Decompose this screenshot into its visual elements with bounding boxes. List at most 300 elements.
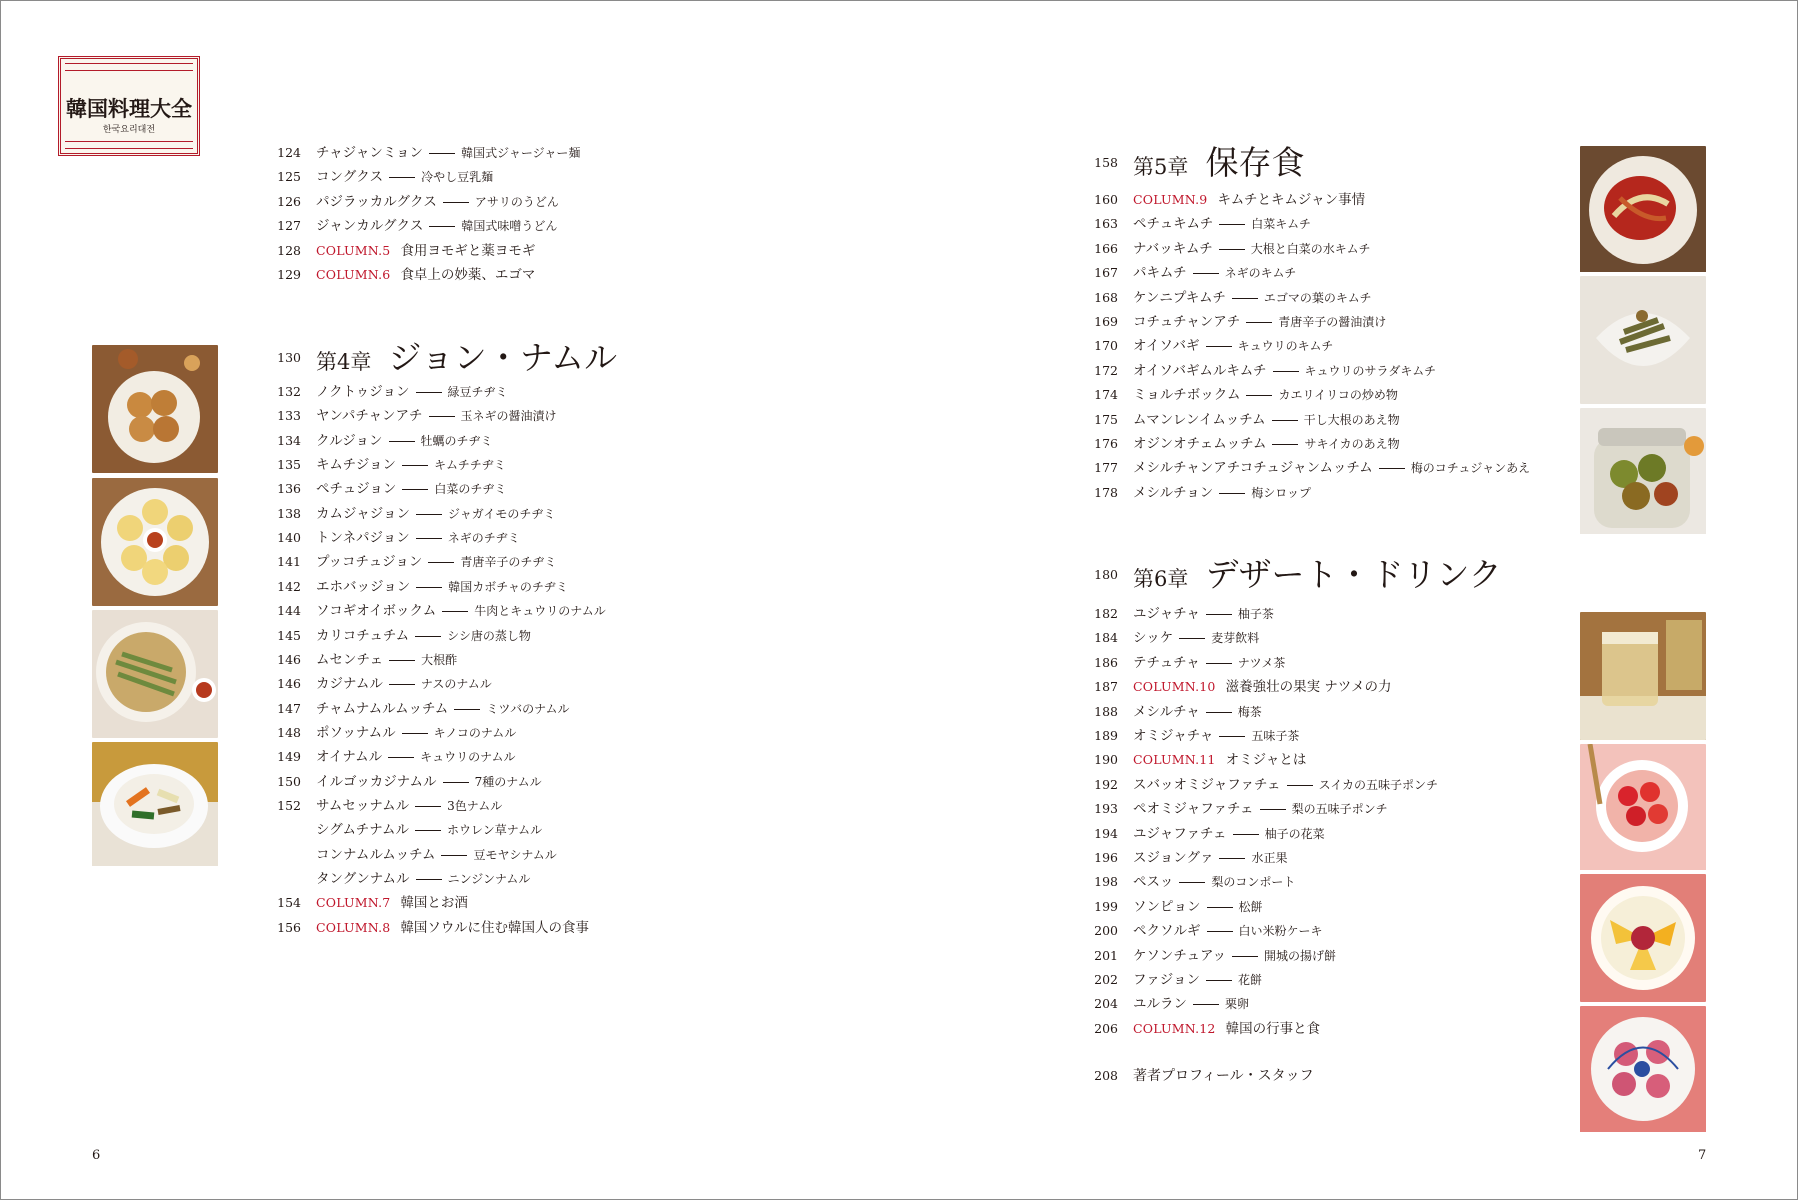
entry-page: 135 xyxy=(277,457,301,473)
entry-title: ペチュジョン xyxy=(316,481,397,498)
entry-subtitle: 牛肉とキュウリのナムル xyxy=(474,604,606,619)
entry-page: 124 xyxy=(277,145,301,160)
toc-entry[interactable] xyxy=(277,479,507,499)
dash-separator xyxy=(416,538,442,539)
dash-separator xyxy=(442,611,468,612)
entry-page: 172 xyxy=(1094,362,1118,378)
dash-separator xyxy=(1219,493,1245,494)
dash-separator xyxy=(1193,273,1219,274)
toc-entry[interactable] xyxy=(1094,677,1392,697)
entry-title: スバッオミジャファチェ xyxy=(1133,776,1281,793)
dash-separator xyxy=(389,177,415,178)
entry-title: ケソンチュアッ xyxy=(1133,947,1227,964)
entry-subtitle: 梅シロップ xyxy=(1251,485,1312,500)
entry-page: 202 xyxy=(1094,972,1118,987)
entry-subtitle: ホウレン草ナムル xyxy=(447,823,543,838)
entry-title: 食用ヨモギと薬ヨモギ xyxy=(400,242,536,259)
entry-page: 196 xyxy=(1094,850,1118,865)
entry-page: 166 xyxy=(1094,240,1118,256)
toc-entry[interactable] xyxy=(1094,653,1286,673)
entry-subtitle: キュウリのキムチ xyxy=(1237,339,1334,354)
toc-entry-final[interactable] xyxy=(1094,1066,1314,1086)
entry-title: テチュチャ xyxy=(1133,654,1200,671)
entry-subtitle: 牡蠣のチヂミ xyxy=(420,433,493,448)
toc-entry[interactable] xyxy=(277,699,570,719)
toc-entry[interactable] xyxy=(277,601,606,621)
dash-separator xyxy=(1246,395,1272,396)
entry-subtitle: 韓国カボチャのチヂミ xyxy=(448,579,568,594)
entry-page: 200 xyxy=(1094,923,1118,939)
dash-separator xyxy=(429,226,455,227)
entry-title: ミョルチボックム xyxy=(1133,387,1241,404)
entry-title: 韓国とお酒 xyxy=(400,895,468,912)
entry-title: プッコチュジョン xyxy=(316,554,423,571)
toc-entry[interactable] xyxy=(277,382,508,402)
entry-title: ヤンパチャンアチ xyxy=(316,408,423,425)
entry-title: ムマンレンイムッチム xyxy=(1133,411,1266,428)
toc-entry[interactable] xyxy=(1094,921,1323,941)
dash-separator xyxy=(1206,663,1232,664)
entry-page: 178 xyxy=(1094,484,1118,500)
toc-entry[interactable] xyxy=(277,241,536,261)
entry-title: スジョングァ xyxy=(1133,850,1214,866)
dash-separator xyxy=(416,514,442,515)
toc-entry[interactable] xyxy=(277,674,492,694)
entry-subtitle: 3色ナムル xyxy=(447,798,503,813)
entry-subtitle: ニンジンナムル xyxy=(447,872,531,886)
dash-separator xyxy=(1206,980,1232,981)
photo-potato-pancake xyxy=(92,478,218,606)
toc-entry[interactable] xyxy=(1094,848,1288,868)
dash-separator xyxy=(389,441,415,442)
dash-separator xyxy=(1273,371,1299,372)
toc-entry[interactable] xyxy=(1094,288,1372,308)
toc-entry[interactable] xyxy=(277,431,493,451)
entry-page: 149 xyxy=(277,749,301,765)
entry-subtitle: 韓国式味噌うどん xyxy=(461,219,558,234)
entry-title: 食卓上の妙薬、エゴマ xyxy=(400,267,536,283)
entry-title: オイソバギムルキムチ xyxy=(1133,362,1267,379)
column-label: COLUMN.10 xyxy=(1133,679,1216,695)
dash-separator xyxy=(1193,1004,1219,1005)
entry-subtitle: 花餅 xyxy=(1237,973,1262,987)
entry-page: 194 xyxy=(1094,825,1118,841)
dash-separator xyxy=(388,757,414,758)
chapter-name: ジョン・ナムル xyxy=(388,338,618,377)
entry-title: シグムチナムル xyxy=(316,822,410,839)
entry-subtitle: 水正果 xyxy=(1251,851,1288,865)
entry-page: 144 xyxy=(277,603,301,619)
entry-page: 129 xyxy=(277,267,301,282)
entry-page: 146 xyxy=(277,676,301,692)
entry-subtitle: ナスのナムル xyxy=(420,677,492,692)
toc-entry[interactable] xyxy=(277,747,516,767)
photo-plum-gochujang xyxy=(1580,408,1706,536)
dash-separator xyxy=(1287,785,1313,786)
toc-entry[interactable] xyxy=(277,796,503,816)
entry-subtitle: 白い米粉ケーキ xyxy=(1238,924,1323,939)
toc-entry[interactable] xyxy=(277,626,531,646)
entry-title: シッケ xyxy=(1133,630,1174,647)
entry-page: 150 xyxy=(277,773,301,789)
toc-entry[interactable] xyxy=(1094,872,1296,892)
ornament-top xyxy=(65,63,193,71)
entry-title: メシルチャンアチコチュジャンムッチム xyxy=(1133,460,1373,477)
entry-subtitle: ネギのキムチ xyxy=(1224,266,1297,281)
toc-entry[interactable] xyxy=(277,143,581,163)
dash-separator xyxy=(416,392,442,393)
entry-title: ナバッキムチ xyxy=(1133,240,1213,257)
chapter-5-heading xyxy=(1094,141,1305,185)
chapter-page: 180 xyxy=(1094,567,1118,582)
toc-entry[interactable] xyxy=(1094,190,1366,210)
chapter-4-heading xyxy=(277,336,618,380)
entry-subtitle: 麦芽飲料 xyxy=(1211,631,1260,646)
entry-subtitle: アサリのうどん xyxy=(474,194,559,209)
photo-mung-bean-pancake xyxy=(92,345,218,473)
entry-page: 208 xyxy=(1094,1068,1118,1083)
entry-title: 韓国ソウルに住む韓国人の食事 xyxy=(400,919,590,936)
dash-separator xyxy=(389,660,415,661)
chapter-name: 保存食 xyxy=(1205,143,1305,182)
entry-page: 184 xyxy=(1094,630,1118,646)
entry-subtitle: 白菜キムチ xyxy=(1251,217,1311,232)
entry-subtitle: 青唐辛子のチヂミ xyxy=(460,555,557,570)
entry-page: 192 xyxy=(1094,776,1118,792)
entry-title: メシルチョン xyxy=(1133,484,1214,501)
entry-title: ユジャチャ xyxy=(1133,606,1200,622)
toc-entry[interactable] xyxy=(277,167,494,187)
dash-separator xyxy=(441,855,467,856)
entry-title: オミジャとは xyxy=(1225,752,1307,769)
entry-title: 滋養強壮の果実 ナツメの力 xyxy=(1225,679,1392,696)
toc-entry[interactable] xyxy=(316,845,557,865)
entry-page: 167 xyxy=(1094,265,1118,281)
entry-subtitle: ミツバのナムル xyxy=(486,701,570,716)
toc-entry[interactable] xyxy=(1094,946,1337,966)
entry-subtitle: ナツメ茶 xyxy=(1237,655,1286,670)
dash-separator xyxy=(402,489,428,490)
toc-entry[interactable] xyxy=(277,893,468,913)
chapter-label: 第6章 xyxy=(1133,567,1189,591)
column-label: COLUMN.11 xyxy=(1133,752,1216,768)
dash-separator xyxy=(1219,858,1245,859)
entry-subtitle: 青唐辛子の醤油漬け xyxy=(1278,315,1387,329)
column-label: COLUMN.6 xyxy=(316,267,391,282)
entry-title: ファジョン xyxy=(1133,972,1200,988)
column-label: COLUMN.5 xyxy=(316,242,391,258)
entry-subtitle: 梨のコンポート xyxy=(1211,875,1296,890)
entry-title: カジナムル xyxy=(316,676,383,693)
dash-separator xyxy=(402,733,428,734)
entry-page: 198 xyxy=(1094,874,1118,890)
toc-entry[interactable] xyxy=(277,723,517,743)
entry-page: 125 xyxy=(277,169,301,185)
chapter-label: 第4章 xyxy=(316,350,372,374)
toc-entry[interactable] xyxy=(277,406,557,426)
toc-entry[interactable] xyxy=(1094,1019,1321,1039)
toc-entry[interactable] xyxy=(277,504,556,524)
entry-title: 著者プロフィール・スタッフ xyxy=(1133,1068,1314,1084)
entry-page: 188 xyxy=(1094,703,1118,719)
dash-separator xyxy=(1207,907,1233,908)
entry-title: ペオミジャファチェ xyxy=(1133,801,1254,818)
column-label: COLUMN.12 xyxy=(1133,1020,1216,1036)
entry-page: 134 xyxy=(277,432,301,448)
entry-title: ユジャファチェ xyxy=(1133,825,1227,842)
toc-entry[interactable] xyxy=(277,552,557,572)
entry-subtitle: 緑豆チヂミ xyxy=(447,385,508,399)
entry-page: 136 xyxy=(277,481,301,497)
toc-entry[interactable] xyxy=(1094,628,1260,648)
book-title: 韓国料理大全 xyxy=(66,96,192,121)
chapter-page: 130 xyxy=(277,350,301,365)
dash-separator xyxy=(1206,614,1232,615)
dash-separator xyxy=(428,562,454,563)
entry-title: トンネパジョン xyxy=(316,530,410,547)
entry-title: ペスッ xyxy=(1133,874,1174,891)
chapter-name: デザート・ドリンク xyxy=(1205,555,1502,594)
entry-title: ノクトゥジョン xyxy=(316,384,410,400)
entry-title: オイナムル xyxy=(316,749,383,766)
entry-title: ケンニプキムチ xyxy=(1133,289,1226,306)
column-label: COLUMN.8 xyxy=(316,919,391,935)
entry-subtitle: サキイカのあえ物 xyxy=(1304,437,1400,451)
chapter-page: 158 xyxy=(1094,155,1118,170)
dash-separator xyxy=(1272,420,1298,421)
entry-page: 182 xyxy=(1094,606,1118,621)
toc-entry[interactable] xyxy=(316,869,530,889)
chapter-label: 第5章 xyxy=(1133,155,1189,179)
entry-page: 152 xyxy=(277,797,301,813)
toc-entry[interactable] xyxy=(1094,336,1334,356)
dash-separator xyxy=(1179,882,1205,883)
entry-subtitle: キュウリのナムル xyxy=(420,750,516,765)
photo-seven-namul xyxy=(92,742,218,870)
toc-entry[interactable] xyxy=(316,820,542,840)
entry-page: 126 xyxy=(277,193,301,209)
toc-entry[interactable] xyxy=(277,528,520,548)
dash-separator xyxy=(1379,468,1405,469)
toc-entry[interactable] xyxy=(277,216,558,236)
entry-page: 128 xyxy=(277,242,301,258)
entry-subtitle: 冷やし豆乳麺 xyxy=(421,170,494,185)
entry-title: イルゴッカジナムル xyxy=(316,773,437,790)
entry-page: 175 xyxy=(1094,411,1118,427)
book-subtitle-korean: 한국요리대전 xyxy=(102,125,156,135)
book-title-box xyxy=(58,56,200,156)
dash-separator xyxy=(416,587,442,588)
toc-entry[interactable] xyxy=(1094,994,1250,1014)
entry-title: ポソッナムル xyxy=(316,724,396,741)
dash-separator xyxy=(1219,249,1245,250)
entry-page: 199 xyxy=(1094,898,1118,914)
entry-subtitle: シシ唐の蒸し物 xyxy=(447,628,531,643)
entry-title: クルジョン xyxy=(316,432,383,449)
entry-page: 189 xyxy=(1094,728,1118,743)
entry-page: 141 xyxy=(277,554,301,570)
entry-subtitle: エゴマの葉のキムチ xyxy=(1263,290,1372,305)
entry-page: 133 xyxy=(277,408,301,424)
toc-entry[interactable] xyxy=(1094,312,1387,332)
entry-page: 193 xyxy=(1094,801,1118,817)
dash-separator xyxy=(415,636,441,637)
entry-page: 154 xyxy=(277,895,301,911)
toc-entry[interactable] xyxy=(1094,483,1312,503)
entry-page: 204 xyxy=(1094,996,1118,1012)
dash-separator xyxy=(443,782,469,783)
dash-separator xyxy=(1233,834,1259,835)
entry-title: チャムナムルムッチム xyxy=(316,700,449,717)
entry-page: 146 xyxy=(277,651,301,667)
toc-entry[interactable] xyxy=(277,192,559,212)
entry-title: ペチュキムチ xyxy=(1133,216,1214,233)
toc-entry[interactable] xyxy=(1094,750,1307,770)
dash-separator xyxy=(1219,736,1245,737)
entry-title: ソコギオイボックム xyxy=(316,603,437,620)
entry-subtitle: 干し大根のあえ物 xyxy=(1303,412,1400,427)
dash-separator xyxy=(1246,322,1272,323)
photo-green-onion-pancake xyxy=(92,610,218,738)
toc-entry[interactable] xyxy=(1094,458,1531,478)
dash-separator xyxy=(1206,346,1232,347)
toc-entry[interactable] xyxy=(1094,970,1262,990)
entry-page: 174 xyxy=(1094,387,1118,403)
entry-subtitle: 栗卵 xyxy=(1225,997,1250,1012)
dash-separator xyxy=(1260,809,1286,810)
ornament-bottom xyxy=(65,141,193,149)
dash-separator xyxy=(1232,298,1258,299)
entry-page: 170 xyxy=(1094,338,1118,354)
dash-separator xyxy=(1232,956,1258,957)
entry-page: 142 xyxy=(277,578,301,594)
entry-subtitle: 柚子茶 xyxy=(1237,607,1274,621)
entry-title: ソンピョン xyxy=(1133,898,1201,915)
entry-page: 169 xyxy=(1094,314,1118,329)
entry-subtitle: ネギのチヂミ xyxy=(447,531,520,546)
dash-separator xyxy=(443,202,469,203)
photo-pickled-peppers xyxy=(1580,276,1706,404)
entry-subtitle: キュウリのサラダキムチ xyxy=(1304,363,1437,378)
toc-entry[interactable] xyxy=(1094,239,1371,259)
toc-entry[interactable] xyxy=(1094,361,1437,381)
entry-subtitle: カエリイリコの炒め物 xyxy=(1278,388,1398,403)
toc-entry[interactable] xyxy=(1094,410,1400,430)
entry-subtitle: 梨の五味子ポンチ xyxy=(1291,802,1388,817)
toc-entry[interactable] xyxy=(277,650,458,670)
toc-entry[interactable] xyxy=(1094,385,1398,405)
entry-subtitle: キノコのナムル xyxy=(433,725,517,740)
entry-page: 187 xyxy=(1094,679,1118,695)
toc-entry[interactable] xyxy=(1094,604,1274,624)
toc-entry[interactable] xyxy=(277,772,542,792)
entry-page: 163 xyxy=(1094,216,1118,232)
dash-separator xyxy=(1219,224,1245,225)
toc-entry[interactable] xyxy=(1094,726,1300,746)
entry-title: メシルチャ xyxy=(1133,703,1200,720)
chapter-6-heading xyxy=(1094,553,1502,597)
dash-separator xyxy=(416,879,442,880)
photo-watermelon-punch xyxy=(1580,744,1706,872)
entry-title: オイソバギ xyxy=(1133,338,1200,355)
toc-entry[interactable] xyxy=(277,918,590,938)
dash-separator xyxy=(454,709,480,710)
toc-entry[interactable] xyxy=(1094,263,1297,283)
entry-title: ムセンチェ xyxy=(316,651,384,668)
toc-entry[interactable] xyxy=(1094,775,1438,795)
entry-subtitle: スイカの五味子ポンチ xyxy=(1318,777,1438,792)
column-label: COLUMN.9 xyxy=(1133,192,1208,207)
entry-subtitle: 白菜のチヂミ xyxy=(434,482,507,497)
entry-title: エホバッジョン xyxy=(316,578,411,595)
toc-entry[interactable] xyxy=(1094,214,1311,234)
entry-page: 140 xyxy=(277,530,301,546)
dash-separator xyxy=(1272,444,1298,445)
entry-page: 168 xyxy=(1094,289,1118,305)
entry-title: ペクソルギ xyxy=(1133,923,1201,940)
toc-entry[interactable] xyxy=(277,265,536,285)
dash-separator xyxy=(1206,712,1232,713)
dash-separator xyxy=(415,830,441,831)
entry-title: コンナムルムッチム xyxy=(316,846,436,863)
toc-entry[interactable] xyxy=(1094,434,1400,454)
photo-citron-tea xyxy=(1580,612,1706,740)
entry-subtitle: 大根酢 xyxy=(421,652,458,667)
entry-subtitle: 玉ネギの醤油漬け xyxy=(460,409,557,424)
entry-page: 190 xyxy=(1094,752,1118,768)
toc-entry[interactable] xyxy=(277,577,568,597)
entry-subtitle: 松餅 xyxy=(1238,899,1263,914)
toc-entry[interactable] xyxy=(1094,702,1262,722)
page-number-right: 7 xyxy=(1698,1148,1707,1163)
entry-subtitle: 7種のナムル xyxy=(474,774,542,789)
entry-page: 156 xyxy=(277,919,301,935)
entry-page: 176 xyxy=(1094,436,1118,451)
dash-separator xyxy=(1179,638,1205,639)
entry-title: サムセッナムル xyxy=(316,797,410,814)
entry-subtitle: ジャガイモのチヂミ xyxy=(447,506,556,521)
entry-page: 138 xyxy=(277,505,301,521)
entry-page: 148 xyxy=(277,724,301,740)
entry-page: 132 xyxy=(277,384,301,399)
toc-entry[interactable] xyxy=(1094,824,1325,844)
entry-subtitle: 柚子の花菜 xyxy=(1264,826,1325,841)
entry-subtitle: キムチチヂミ xyxy=(434,458,506,473)
entry-title: オジンオチェムッチム xyxy=(1133,436,1267,452)
entry-page: 145 xyxy=(277,627,301,643)
entry-subtitle: 梅のコチュジャンあえ xyxy=(1410,461,1531,476)
photo-rice-punch xyxy=(1580,874,1706,1002)
photo-flower-rice-cake xyxy=(1580,1006,1706,1134)
column-label: COLUMN.7 xyxy=(316,895,391,911)
dash-separator xyxy=(402,465,428,466)
toc-entry[interactable] xyxy=(1094,897,1263,917)
toc-entry[interactable] xyxy=(1094,799,1388,819)
entry-title: チャジャンミョン xyxy=(316,145,424,161)
entry-title: コチュチャンアチ xyxy=(1133,314,1241,330)
dash-separator xyxy=(429,153,455,154)
entry-subtitle: 梅茶 xyxy=(1237,704,1262,719)
entry-title: パキムチ xyxy=(1133,265,1187,282)
toc-entry[interactable] xyxy=(277,455,506,475)
entry-page: 177 xyxy=(1094,460,1118,476)
entry-title: キムチとキムジャン事情 xyxy=(1217,192,1366,208)
entry-subtitle: 大根と白菜の水キムチ xyxy=(1250,241,1371,256)
entry-title: キムチジョン xyxy=(316,457,397,474)
entry-page: 147 xyxy=(277,700,301,716)
entry-title: パジラッカルグクス xyxy=(316,193,437,210)
entry-page: 201 xyxy=(1094,947,1118,963)
